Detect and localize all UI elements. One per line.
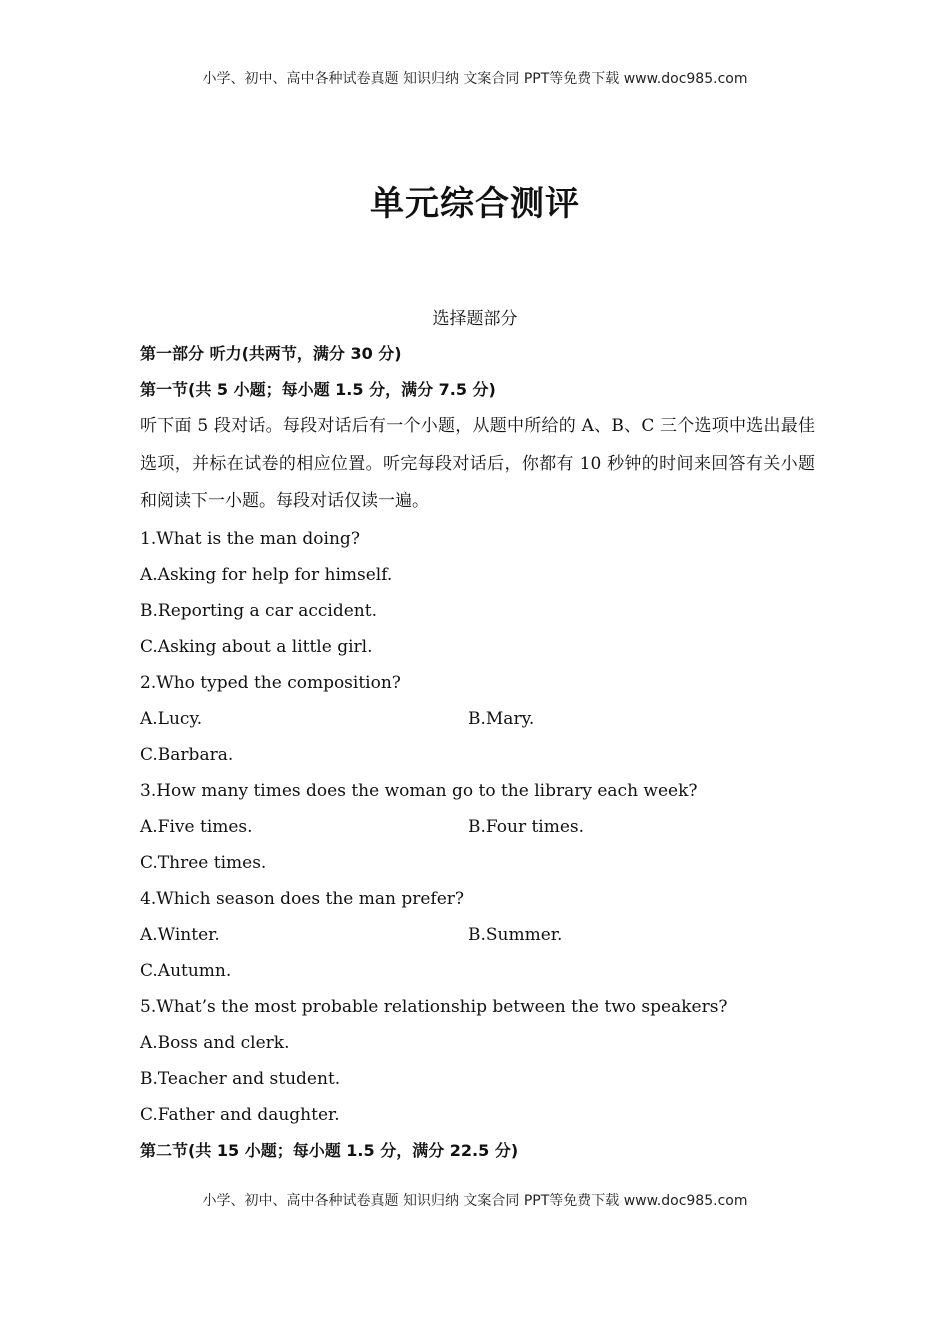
question-4-option-b: B.Summer.: [468, 924, 563, 945]
question-2-option-c: C.Barbara.: [140, 744, 234, 765]
exam-content: [140, 336, 815, 1169]
question-3-option-a: A.Five times.: [140, 816, 253, 837]
question-1-option-a: A.Asking for help for himself.: [140, 564, 393, 585]
question-3-options-row: [140, 809, 815, 845]
question-4-stem: 4.Which season does the man prefer?: [140, 888, 465, 909]
document-title: 单元综合测评: [370, 184, 580, 224]
question-5-stem: 5.What’s the most probable relationship between the two speakers?: [140, 996, 728, 1017]
question-1-stem: 1.What is the man doing?: [140, 528, 360, 549]
question-4-option-a: A.Winter.: [140, 924, 220, 945]
question-2-option-a: A.Lucy.: [140, 708, 203, 729]
question-2-option-b: B.Mary.: [468, 708, 535, 729]
section1-heading: 第一节(共 5 小题；每小题 1.5 分，满分 7.5 分): [140, 380, 496, 399]
question-2-options-row: [140, 701, 815, 737]
section2-heading: 第二节(共 15 小题；每小题 1.5 分，满分 22.5 分): [140, 1140, 519, 1160]
question-4-options-row: [140, 917, 815, 953]
question-3-option-c: C.Three times.: [140, 852, 267, 873]
question-4-option-c: C.Autumn.: [140, 960, 232, 981]
question-5-option-a: A.Boss and clerk.: [140, 1032, 290, 1053]
part1-heading: 第一部分 听力(共两节，满分 30 分): [140, 344, 402, 363]
document-subtitle: 选择题部分: [432, 309, 518, 329]
question-1-option-b: B.Reporting a car accident.: [140, 600, 377, 621]
question-1-option-c: C.Asking about a little girl.: [140, 636, 373, 657]
page-header: 小学、初中、高中各种试卷真题 知识归纳 文案合同 PPT等免费下载 www.doc985.com: [202, 71, 748, 87]
question-2-stem: 2.Who typed the composition?: [140, 672, 401, 693]
section1-instructions: 听下面 5 段对话。每段对话后有一个小题，从题中所给的 A、B、C 三个选项中选出最佳选项，并标在试卷的相应位置。听完每段对话后，你都有 10 秒钟的时间来回答有关小题和阅读下一小题。每段对话仅读一遍。: [140, 416, 815, 511]
question-3-stem: 3.How many times does the woman go to the library each week?: [140, 780, 698, 801]
question-5-option-b: B.Teacher and student.: [140, 1068, 341, 1089]
question-3-option-b: B.Four times.: [468, 816, 585, 837]
page-footer: 小学、初中、高中各种试卷真题 知识归纳 文案合同 PPT等免费下载 www.doc985.com: [202, 1193, 748, 1209]
question-5-option-c: C.Father and daughter.: [140, 1104, 340, 1125]
